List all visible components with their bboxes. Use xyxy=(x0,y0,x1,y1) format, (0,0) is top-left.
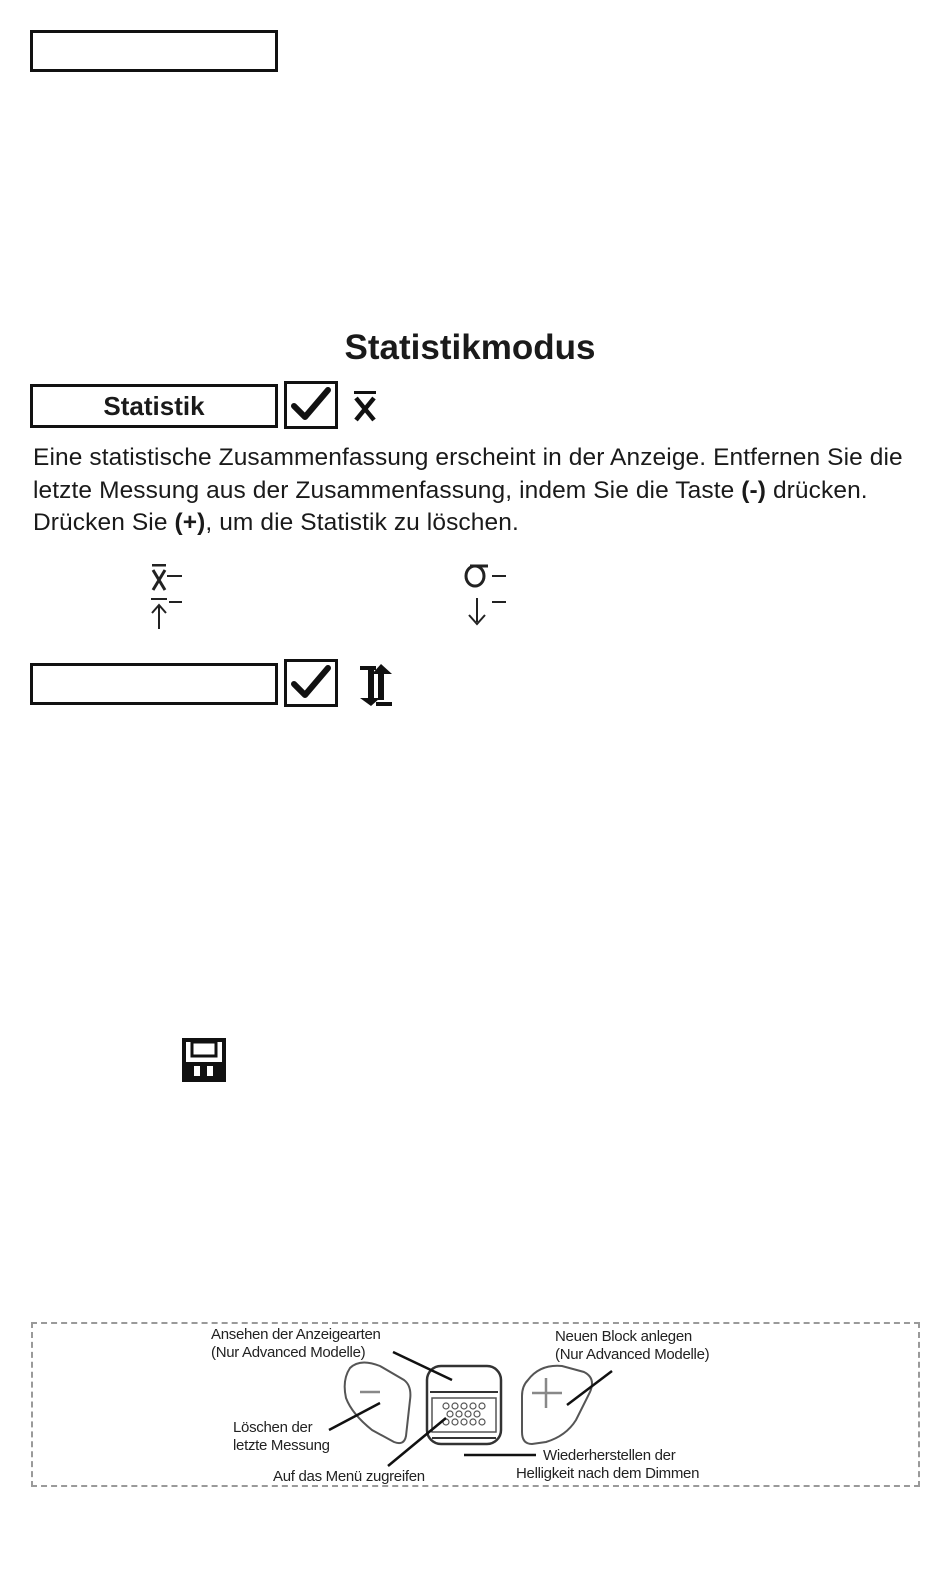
menu-access-label: Auf das Menü zugreifen xyxy=(273,1468,425,1485)
minus-key-text: (-) xyxy=(741,476,767,504)
stat-label: Statistik xyxy=(103,391,205,421)
delete-last-label-1: Löschen der xyxy=(233,1419,313,1436)
view-modes-label-2: (Nur Advanced Modelle) xyxy=(211,1344,366,1361)
restore-brightness-label-2: Helligkeit nach dem Dimmen xyxy=(516,1465,700,1482)
plus-key-icon xyxy=(522,1366,592,1444)
plus-key-text: (+) xyxy=(174,509,206,536)
view-modes-label-1: Ansehen der Anzeigearten xyxy=(211,1326,381,1343)
menu-key-icon xyxy=(427,1366,501,1444)
para-part1: Eine statistische Zusammenfassung erscheint in der Anzeige. Entfernen Sie die letzte Messung aus der Zusammenfassung, indem Sie die Taste xyxy=(33,444,903,504)
restore-brightness-label-1: Wiederherstellen der xyxy=(543,1447,676,1464)
page-title: Statistikmodus xyxy=(344,328,596,367)
new-block-label-1: Neuen Block anlegen xyxy=(555,1328,692,1345)
minus-key-icon xyxy=(345,1362,411,1443)
para-part3: , um die Statistik zu löschen. xyxy=(205,509,519,536)
new-block-label-2: (Nur Advanced Modelle) xyxy=(555,1346,710,1363)
delete-last-label-2: letzte Messung xyxy=(233,1437,330,1454)
para-part2: drücken. Drücken Sie xyxy=(33,476,868,536)
